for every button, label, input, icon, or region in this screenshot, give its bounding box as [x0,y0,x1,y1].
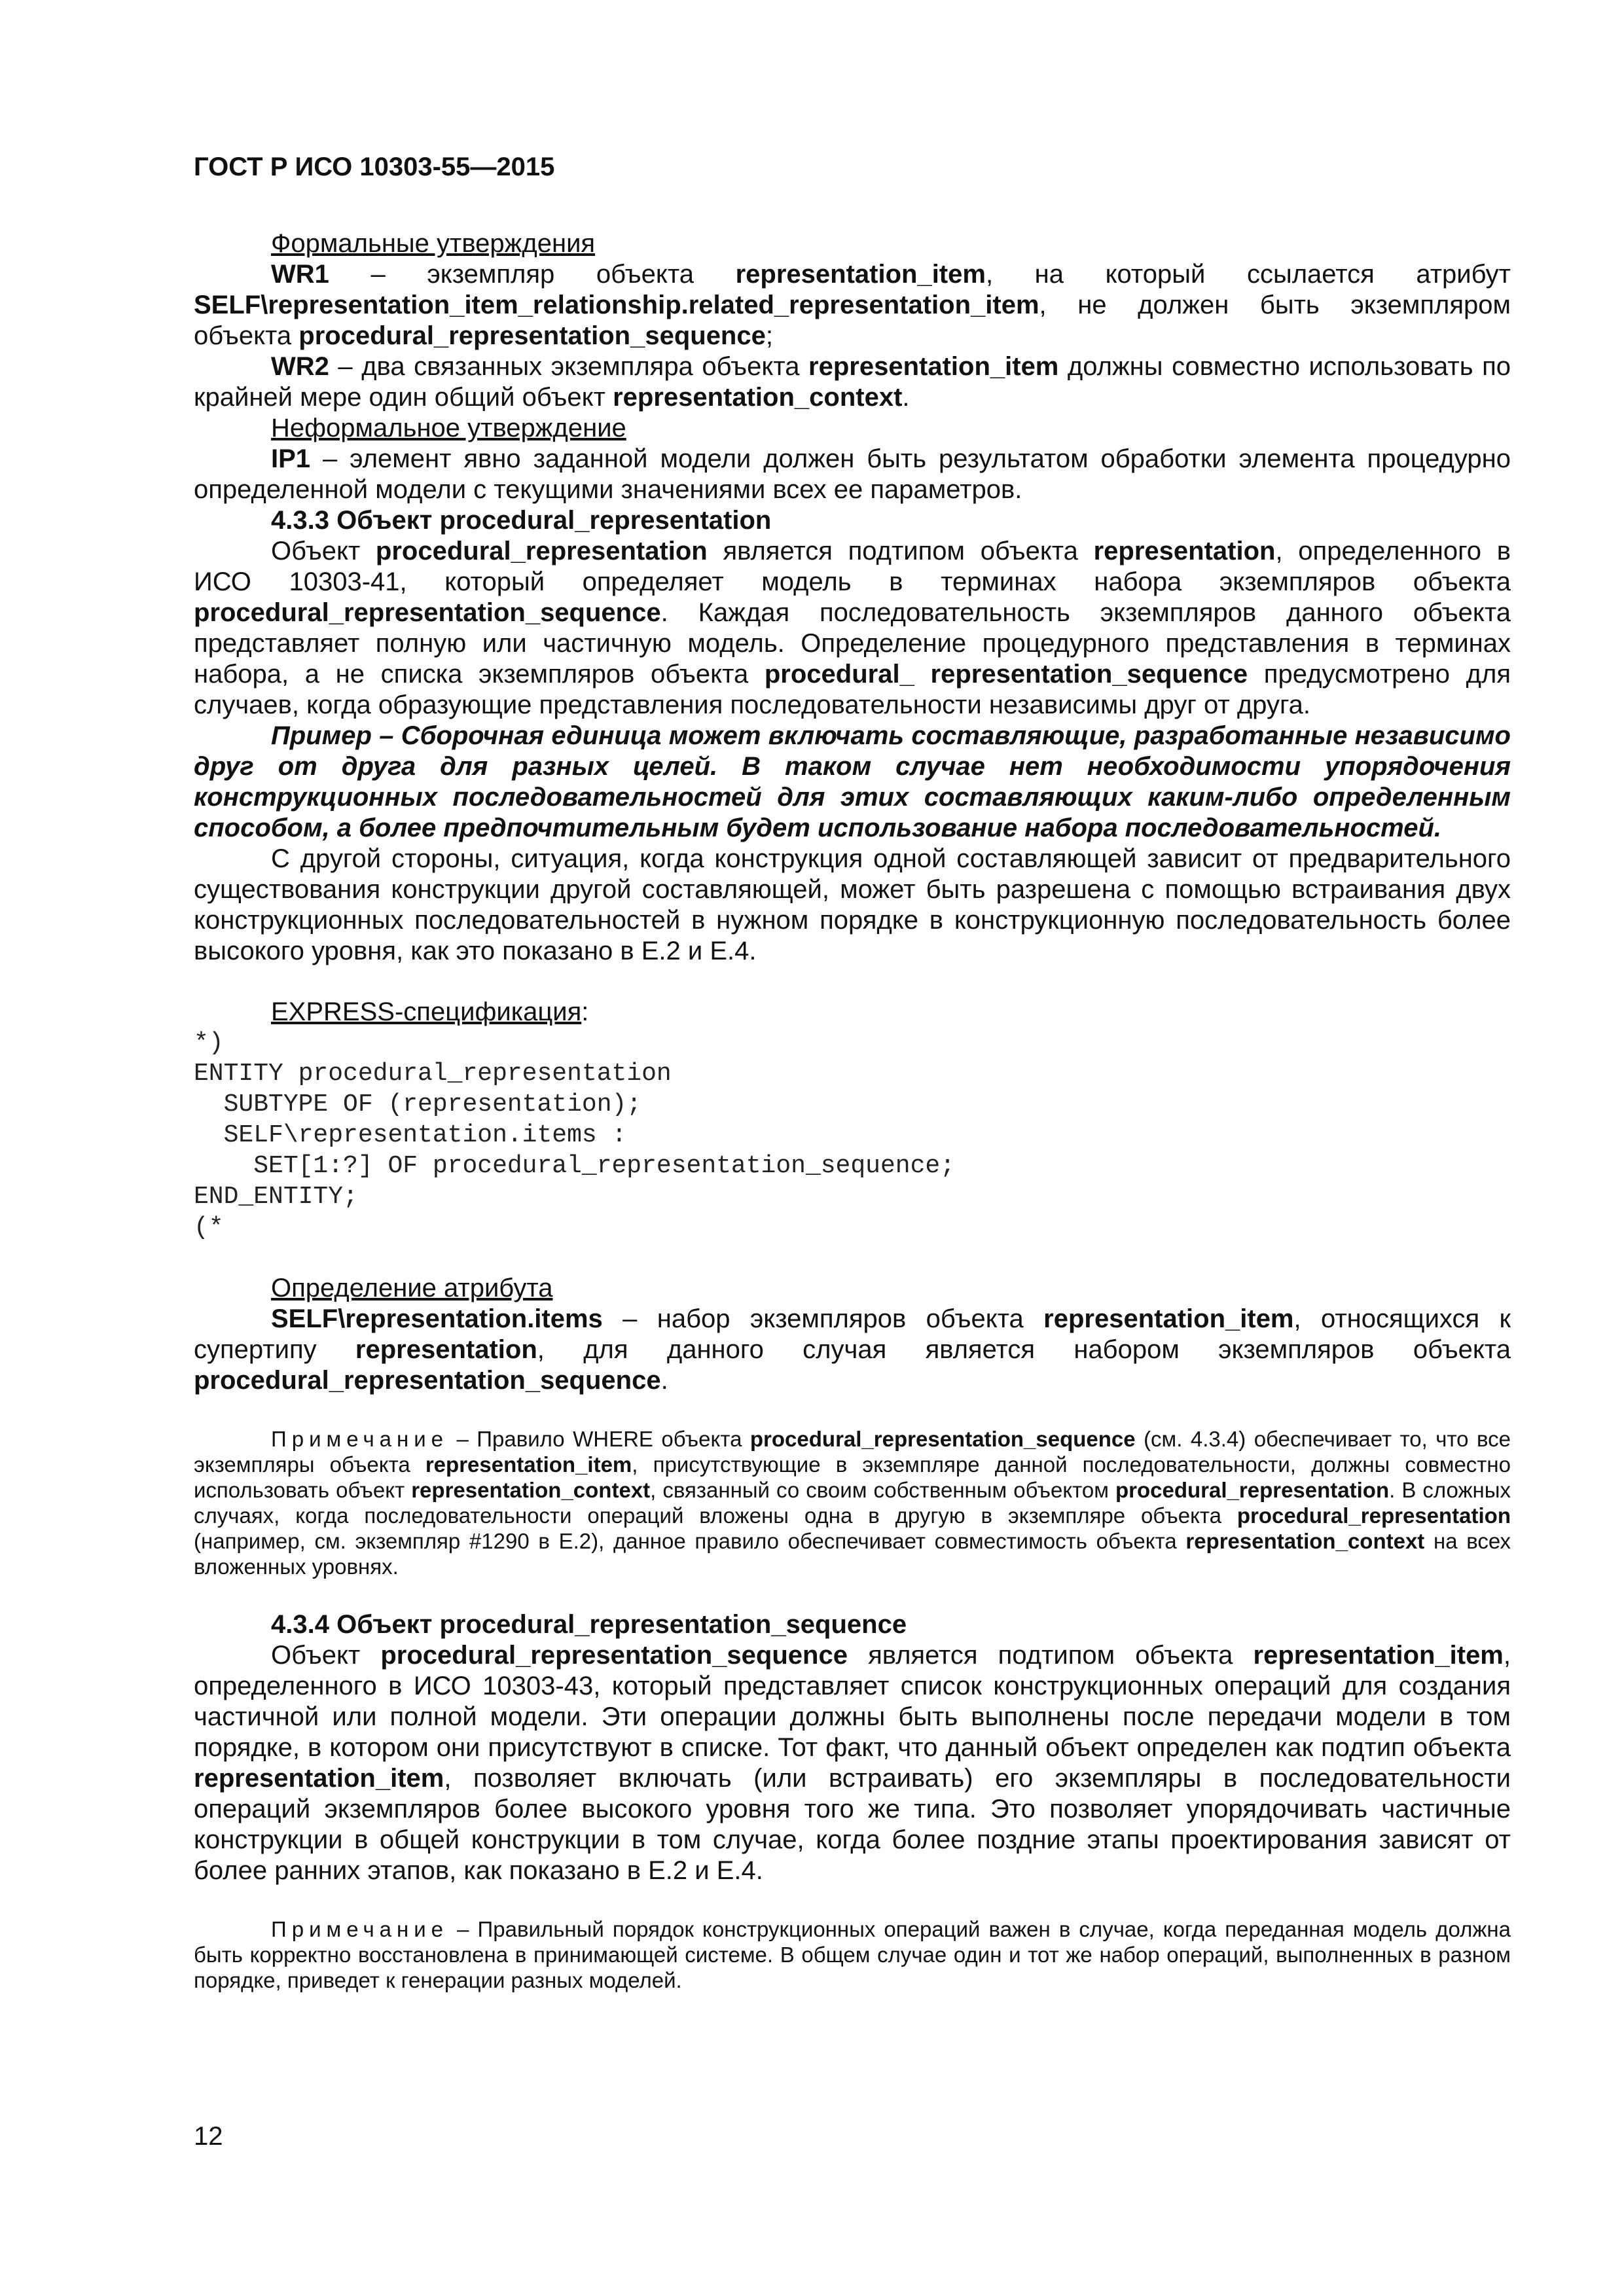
note-text-4: , связанный со своим собственным объектом [650,1478,1115,1502]
note-term-3: representation_context [411,1478,651,1502]
s434-text-3: , определенного в ИСО 10303-43, который представляет список конструкционных операций для создания частичной или полной модели. Эти операции должны быть выполнены после передачи модели в том порядке, в котором они присутствуют в списке. Тот факт, что данный объект определен как подтип объекта [194,1641,1511,1762]
s433-text-2: является подтипом объекта [707,537,1094,565]
spacer [194,1243,1511,1273]
wr1-text-3: , не должен быть экземпляром объекта [194,291,1511,350]
note-term-4: procedural_representation [1115,1478,1390,1502]
informal-statement-heading: Неформальное утверждение [271,414,626,442]
note-text-2: (см. 4.3.4) обеспечивает то, что все экземпляры объекта [194,1427,1511,1477]
s433-text-1: Объект [271,537,376,565]
note-4-3-3 [194,1426,1511,1579]
attr-term-2: representation_item [1043,1304,1294,1333]
note-4-3-4-paragraph [194,1916,1511,1993]
attr-text-2: , относящихся к супертипу [194,1304,1511,1364]
spacer [194,1579,1511,1609]
attr-text-4: . [660,1366,668,1395]
note-term-5: procedural_representation [1236,1503,1511,1528]
ip1-paragraph [194,444,1511,505]
express-spec-label: EXPRESS-спецификация [271,997,582,1026]
s433-text-3: , определенного в ИСО 10303-41, который определяет модель в терминах набора экземпляров объекта [194,537,1511,596]
note-text-5: . В сложных случаях, когда последовательности операций вложены одна в другую в экземпляре объекта [194,1478,1511,1528]
wr1-text-2: , на который ссылается атрибут [985,260,1511,289]
document-page [194,152,1511,1993]
wr2-text-3: . [902,383,910,412]
note-term-6: representation_context [1185,1529,1425,1553]
section-4-3-3-heading: 4.3.3 Объект procedural_representation [271,506,772,535]
attr-term-1: SELF\representation.items [271,1304,603,1333]
ip1-text: – элемент явно заданной модели должен быть результатом обработки элемента процедурно определенной модели с текущими значениями всех ее параметров. [194,444,1511,504]
section-4-3-4-heading: 4.3.4 Объект procedural_representation_sequence [271,1610,907,1639]
attribute-definition-heading: Определение атрибута [271,1274,553,1302]
ip1-label: IP1 [271,444,311,473]
attr-text-1: – набор экземпляров объекта [602,1304,1044,1333]
s433-term-3: procedural_representation_sequence [194,598,661,627]
express-code-block: *) ENTITY procedural_representation SUBTYPE OF (representation); SELF\representation.items : SET[1:?] OF procedural_representation_sequence; END_ENTITY; (* [194,1029,955,1242]
note-label: Примечание [271,1917,449,1941]
attribute-definition-paragraph [194,1304,1511,1396]
spacer [194,1886,1511,1916]
wr2-paragraph [194,351,1511,413]
s433-paragraph-1 [194,536,1511,721]
note-4-3-4 [194,1916,1511,1993]
s434-term-3: representation_item [194,1764,444,1793]
document-header: ГОСТ Р ИСО 10303-55—2015 [194,152,555,181]
s433-term-1: procedural_representation [375,537,708,565]
attr-term-3: representation [355,1335,537,1364]
attr-text-3: , для данного случая является набором экземпляров объекта [537,1335,1511,1364]
spacer [194,1396,1511,1426]
s434-paragraph-1 [194,1640,1511,1886]
s434-text-4: , позволяет включать (или встраивать) его экземпляры в последовательности операций экземпляров более высокого уровня того же типа. Это позволяет упорядочивать частичные конструкции в общей конструкции в том случае, когда более поздние этапы проектирования зависят от более ранних этапов, как показано в Е.2 и Е.4. [194,1764,1511,1885]
wr1-paragraph [194,259,1511,351]
wr1-label: WR1 [271,260,329,289]
s433-term-4: procedural_ representation_sequence [764,660,1248,689]
wr1-text-1: – экземпляр объекта [329,260,736,289]
wr1-term-3: procedural_representation_sequence [298,321,766,350]
note-text: – Правильный порядок конструкционных операций важен в случае, когда переданная модель должна быть корректно восстановлена в принимающей системе. В общем случае один и тот же набор операций, выполненных в разном порядке, приведет к генерации разных моделей. [194,1917,1511,1992]
note-text-6: (например, см. экземпляр #1290 в Е.2), данное правило обеспечивает совместимость объекта [194,1529,1186,1553]
express-spec-colon: : [581,997,589,1026]
wr1-term-2: SELF\representation_item_relationship.related_representation_item [194,291,1039,319]
wr2-term-2: representation_context [613,383,903,412]
wr2-text-2: должны совместно использовать по крайней мере один общий объект [194,352,1511,412]
wr2-text-1: – два связанных экземпляра объекта [329,352,809,381]
wr1-term-1: representation_item [735,260,986,289]
s433-text-5: предусмотрено для случаев, когда образующие представления последовательности независимы друг от друга. [194,660,1511,719]
s434-term-1: procedural_representation_sequence [380,1641,848,1670]
note-text-1: – Правило WHERE объекта [448,1427,750,1451]
s433-paragraph-2: С другой стороны, ситуация, когда конструкция одной составляющей зависит от предварительного существования конструкции другой составляющей, может быть разрешена с помощью встраивания двух конструкционных последовательностей в нужном порядке в конструкционную последовательность более высокого уровня, как это показано в Е.2 и Е.4. [194,844,1511,965]
s434-text-1: Объект [271,1641,381,1670]
attr-term-4: procedural_representation_sequence [194,1366,661,1395]
note-label: Примечание [271,1427,449,1451]
wr1-text-4: ; [765,321,773,350]
s433-term-2: representation [1093,537,1276,565]
example-paragraph: Пример – Сборочная единица может включать составляющие, разработанные независимо друг от друга для разных целей. В таком случае нет необходимости упорядочения конструкционных последовательностей для этих составляющих каким-либо определенным способом, а более предпочтительным будет использование набора последовательностей. [194,721,1511,842]
note-4-3-3-paragraph [194,1426,1511,1579]
express-spec-heading [194,997,1511,1028]
wr2-label: WR2 [271,352,329,381]
formal-statements-heading: Формальные утверждения [271,229,596,258]
note-term-2: representation_item [425,1452,632,1477]
wr2-term-1: representation_item [808,352,1059,381]
s433-text-4: . Каждая последовательность экземпляров данного объекта представляет полную или частичную модель. Определение процедурного представления в терминах набора, а не списка экземпляров объекта [194,598,1511,689]
spacer [194,967,1511,997]
note-term-1: procedural_representation_sequence [749,1427,1136,1451]
note-text-3: , присутствующие в экземпляре данной последовательности, должны совместно использовать объект [194,1452,1511,1502]
note-text-7: на всех вложенных уровнях. [194,1529,1511,1579]
page-number: 12 [194,2122,223,2151]
s434-term-2: representation_item [1253,1641,1504,1670]
s434-text-2: является подтипом объекта [847,1641,1254,1670]
